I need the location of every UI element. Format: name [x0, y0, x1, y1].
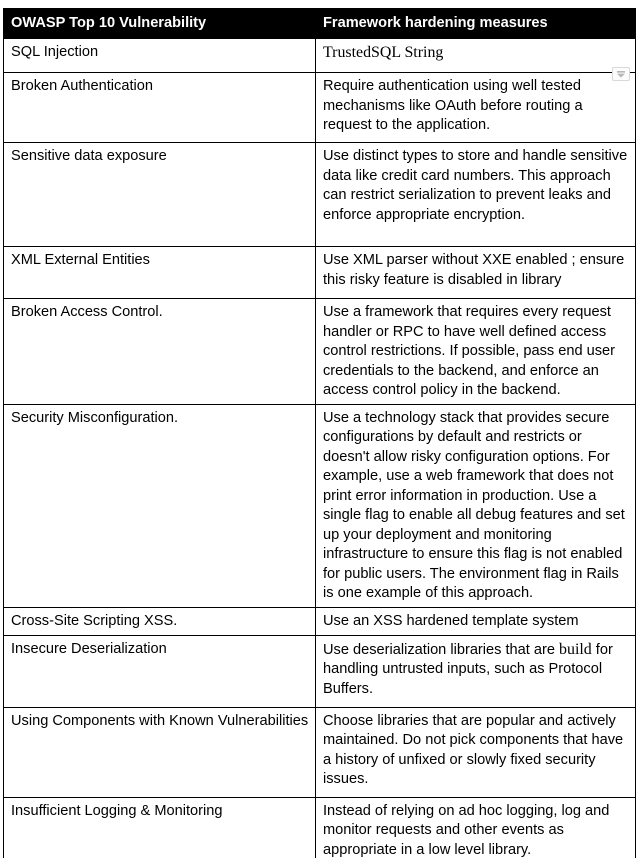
table-row [4, 39, 636, 73]
table-row [4, 143, 636, 247]
dropdown-marker-button[interactable] [612, 67, 630, 81]
vulnerability-cell: Broken Authentication [4, 73, 316, 143]
vulnerability-cell: SQL Injection [4, 39, 316, 73]
table-row [4, 404, 636, 607]
measure-cell [316, 607, 636, 635]
measure-cell [316, 797, 636, 858]
measure-text: Require authentication using well tested mechanisms like OAuth before routing a request to the application. [323, 78, 583, 133]
measure-text: Use distinct types to store and handle sensitive data like credit card numbers. This approach can restrict serialization to prevent leaks and enforce appropriate encryption. [323, 148, 628, 223]
table-row [4, 707, 636, 797]
vulnerability-cell: Cross-Site Scripting XSS. [4, 607, 316, 635]
table-row [4, 247, 636, 299]
vulnerability-cell: Insecure Deserialization [4, 635, 316, 707]
measure-text: Instead of relying on ad hoc logging, log and monitor requests and other events as appropriate in a low level library. [323, 802, 610, 858]
vulnerability-cell: Sensitive data exposure [4, 143, 316, 247]
vulnerability-cell: Insufficient Logging & Monitoring [4, 797, 316, 858]
chevron-down-icon [616, 70, 626, 78]
measure-text: Use a technology stack that provides secure configurations by default and restricts or doesn't allow risky configuration options. For example, use a web framework that does not print error information in production. Use a single flag to enable all debug features and set up your deployment and monitoring infrastructure to ensure this flag is not enabled for public users. The environment flag in Rails is one example of this approach. [323, 409, 625, 601]
measure-text: Use an XSS hardened template system [323, 612, 579, 629]
measure-cell [316, 635, 636, 707]
measure-text: for handling untrusted inputs, such as Protocol Buffers. [323, 641, 613, 697]
measure-cell [316, 707, 636, 797]
measure-cell [316, 247, 636, 299]
measure-text: TrustedSQL String [323, 44, 444, 61]
table-row [4, 607, 636, 635]
measure-cell [316, 404, 636, 607]
measure-text: build [559, 640, 592, 658]
measure-text: Use XML parser without XXE enabled ; ensure this risky feature is disabled in library [323, 252, 625, 288]
measure-cell [316, 143, 636, 247]
table-row [4, 635, 636, 707]
table-row [4, 73, 636, 143]
measure-text: Use deserialization libraries that are [323, 641, 560, 658]
measure-cell [316, 299, 636, 405]
header-measures-column: Framework hardening measures [316, 9, 636, 39]
table-header-row [4, 9, 636, 39]
measure-text: Use a framework that requires every request handler or RPC to have well defined access control restrictions. If possible, pass end user credentials to the backend, and enforce an access control policy in the backend. [323, 304, 616, 398]
vulnerability-cell: Broken Access Control. [4, 299, 316, 405]
vulnerability-cell: Using Components with Known Vulnerabilities [4, 707, 316, 797]
measure-cell [316, 73, 636, 143]
table-row [4, 797, 636, 858]
owasp-hardening-table [3, 8, 636, 858]
vulnerability-cell: XML External Entities [4, 247, 316, 299]
vulnerability-cell: Security Misconfiguration. [4, 404, 316, 607]
header-vulnerability-column: OWASP Top 10 Vulnerability [4, 9, 316, 39]
table-row [4, 299, 636, 405]
measure-cell [316, 39, 636, 73]
measure-text: Choose libraries that are popular and actively maintained. Do not pick components that have a history of unfixed or slowly fixed security issues. [323, 712, 624, 787]
